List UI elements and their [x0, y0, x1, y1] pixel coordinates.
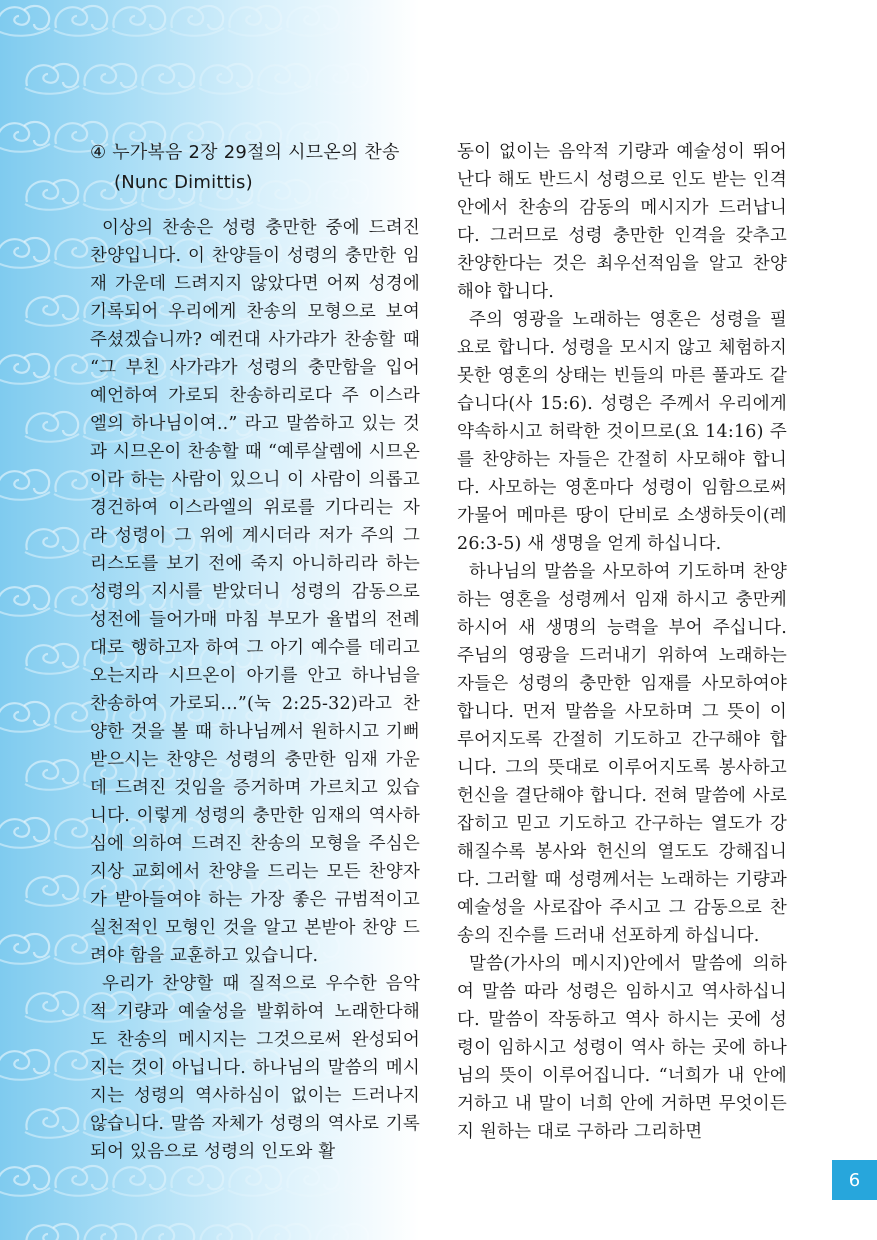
- body-paragraph: 우리가 찬양할 때 질적으로 우수한 음악적 기량과 예술성을 발휘하여 노래한다해도 찬송의 메시지는 그것으로써 완성되어 지는 것이 아닙니다. 하나님의 말씀의 메시지는 성령의 역사하심이 없이는 드러나지 않습니다. 말씀 자체가 성령의 역사로 기록되어 있음으로 성령의 인도와 활: [90, 974, 420, 1162]
- body-paragraph: 하나님의 말씀을 사모하여 기도하며 찬양하는 영혼을 성령께서 임재 하시고 충만케 하시어 새 생명의 능력을 부어 주십니다. 주님의 영광을 드러내기 위하여 노래하는 자들은 성령의 충만한 임재를 사모하여야 합니다. 먼저 말씀을 사모하며 그 뜻이 이루어지도록 간절히 기도하고 간구해야 합니다. 그의 뜻대로 이루어지도록 봉사하고 헌신을 결단해야 합니다. 전혀 말씀에 사로잡히고 믿고 기도하고 간구하는 열도가 강해질수록 봉사와 헌신의 열도도 강해집니다. 그러할 때 성령께서는 노래하는 기량과 예술성을 사로잡아 주시고 그 감동으로 찬송의 진수를 드러내 선포하게 하십니다.: [457, 562, 787, 946]
- section-subtitle: (Nunc Dimittis): [114, 172, 253, 193]
- right-column: [457, 138, 787, 1146]
- section-heading: [90, 138, 420, 198]
- section-title: ④ 누가복음 2장 29절의 시므온의 찬송: [90, 142, 400, 163]
- body-paragraph: 이상의 찬송은 성령 충만한 중에 드려진 찬양입니다. 이 찬양들이 성령의 충만한 임재 가운데 드려지지 않았다면 어찌 성경에 기록되어 우리에게 찬송의 모형으로 보여 주셨겠습니까? 예컨대 사가랴가 찬송할 때 “그 부친 사가랴가 성령의 충만함을 입어 예언하여 가로되 찬송하리로다 주 이스라엘의 하나님이여..” 라고 말씀하고 있는 것과 시므온이 찬송할 때 “예루살렘에 시므온이라 하는 사람이 있으니 이 사람이 의롭고 경건하여 이스라엘의 위로를 기다리는 자라 성령이 그 위에 계시더라 저가 주의 그리스도를 보기 전에 죽지 아니하리라 하는 성령의 지시를 받았더니 성령의 감동으로 성전에 들어가매 마침 부모가 율법의 전례대로 행하고자 하여 그 아기 예수를 데리고 오는지라 시므온이 아기를 안고 하나님을 찬송하여 가로되...”(눅 2:25-32)라고 찬양한 것을 볼 때 하나님께서 원하시고 기뻐 받으시는 찬양은 성령의 충만한 임재 가운데 드려진 것임을 증거하며 가르치고 있습니다. 이렇게 성령의 충만한 임재의 역사하심에 의하여 드려진 찬송의 모형을 주심은 지상 교회에서 찬양을 드리는 모든 찬양자가 받아들여야 하는 가장 좋은 규범적이고 실천적인 모형인 것을 알고 본받아 찬양 드려야 함을 교훈하고 있습니다.: [90, 218, 420, 966]
- left-column: [90, 138, 420, 1166]
- body-paragraph: 말씀(가사의 메시지)안에서 말씀에 의하여 말씀 따라 성령은 임하시고 역사하십니다. 말씀이 작동하고 역사 하시는 곳에 성령이 임하시고 성령이 역사 하는 곳에 하나님의 뜻이 이루어집니다. “너희가 내 안에 거하고 내 말이 너희 안에 거하면 무엇이든지 원하는 대로 구하라 그리하면: [457, 954, 787, 1142]
- body-paragraph: 동이 없이는 음악적 기량과 예술성이 뛰어난다 해도 반드시 성령으로 인도 받는 인격 안에서 찬송의 감동의 메시지가 드러납니다. 그러므로 성령 충만한 인격을 갖추고 찬양한다는 것은 최우선적임을 알고 찬양해야 합니다.: [457, 142, 787, 302]
- page-number-badge: [832, 1160, 877, 1200]
- body-paragraph: 주의 영광을 노래하는 영혼은 성령을 필요로 합니다. 성령을 모시지 않고 체험하지 못한 영혼의 상태는 빈들의 마른 풀과도 같습니다(사 15:6). 성령은 주께서 우리에게 약속하시고 허락한 것이므로(요 14:16) 주를 찬양하는 자들은 간절히 사모해야 합니다. 사모하는 영혼마다 성령이 임함으로써 가물어 메마른 땅이 단비로 소생하듯이(레 26:3-5) 새 생명을 얻게 하십니다.: [457, 310, 787, 554]
- page-number: 6: [848, 1169, 861, 1191]
